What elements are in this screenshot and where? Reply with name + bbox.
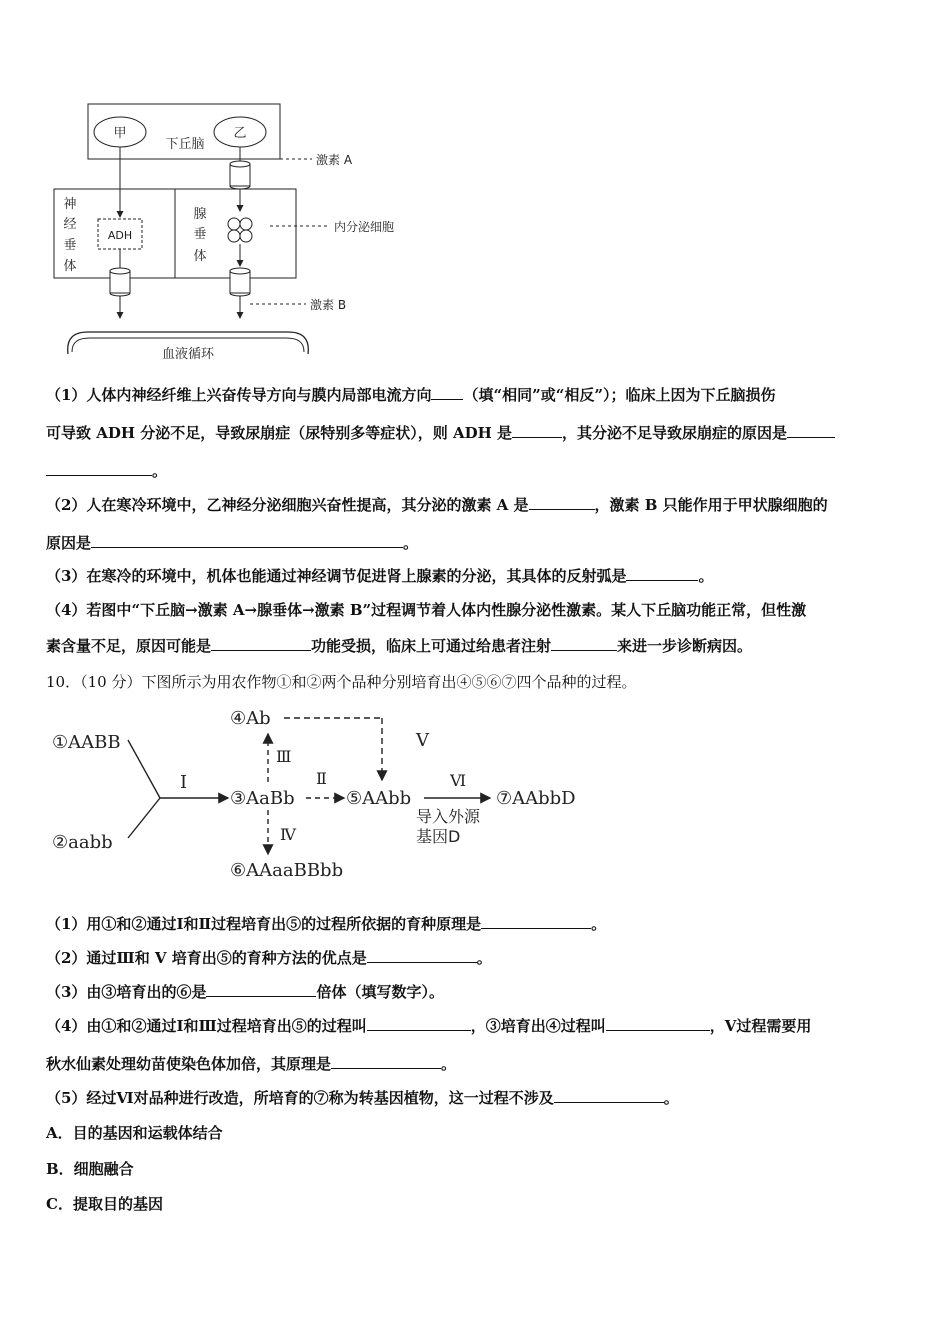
q10-p1a: （1）用①和②通过Ⅰ和Ⅱ过程培育出⑤的过程所依据的育种原理是 xyxy=(46,915,482,933)
adenohypophysis-char-1: 腺 xyxy=(193,207,207,222)
q9-p1c: 可导致 ADH 分泌不足，导致尿崩症（尿特别多等症状），则 ADH 是 xyxy=(46,424,513,442)
q10-p5b: 。 xyxy=(663,1089,679,1107)
q9-p1a: （1）人体内神经纤维上兴奋传导方向与膜内局部电流方向 xyxy=(46,386,432,404)
q9-p2b: ，激素 B 只能作用于甲状腺细胞的 xyxy=(594,496,828,514)
step-6-label: Ⅵ xyxy=(450,771,467,790)
step-2-label: Ⅱ xyxy=(316,769,327,788)
q10-part4-line2 xyxy=(46,1054,456,1074)
option-a[interactable] xyxy=(46,1123,223,1143)
gene-import-label: 导入外源 xyxy=(416,807,481,826)
q10-header xyxy=(46,672,636,692)
adh-label: ADH xyxy=(107,229,133,242)
q10-p3a: （3）由③培育出的⑥是 xyxy=(46,983,207,1001)
q9-p4b: 素含量不足，原因可能是 xyxy=(46,637,212,655)
hormone-b-label: 激素 B xyxy=(310,298,347,312)
q10-part5 xyxy=(46,1088,679,1108)
breeding-diagram xyxy=(40,700,600,890)
blank[interactable] xyxy=(529,495,595,510)
blank[interactable] xyxy=(331,1054,441,1069)
q9-p3b: 。 xyxy=(698,567,714,585)
q10-part2 xyxy=(46,948,492,968)
q9-p3a: （3）在寒冷的环境中，机体也能通过神经调节促进肾上腺素的分泌，其具体的反射弧是 xyxy=(46,567,627,585)
q9-part4-line1 xyxy=(46,600,806,620)
blank[interactable] xyxy=(551,636,617,651)
blank[interactable] xyxy=(626,566,698,581)
option-a-text: A．目的基因和运载体结合 xyxy=(46,1124,223,1142)
blood-label: 血液循环 xyxy=(161,347,215,362)
q9-p2d: 。 xyxy=(403,534,419,552)
q10-p5a: （5）经过Ⅵ对品种进行改造，所培育的⑦称为转基因植物，这一过程不涉及 xyxy=(46,1089,554,1107)
q10-p2a: （2）通过Ⅲ和 V 培育出⑤的育种方法的优点是 xyxy=(46,949,367,967)
strain-3-aabb: ③AaBb xyxy=(230,788,295,809)
q9-p1b: （填“相同”或“相反”）；临床上因为下丘脑损伤 xyxy=(463,386,776,404)
strain-1-aabb: ①AABB xyxy=(52,732,121,753)
endocrine-cell-label: 内分泌细胞 xyxy=(334,220,395,234)
q9-part4-line2 xyxy=(46,636,752,656)
q9-p2c: 原因是 xyxy=(46,534,92,552)
q9-part2-line2 xyxy=(46,533,418,553)
q9-part1-line1 xyxy=(46,385,775,405)
q10-p1b: 。 xyxy=(591,915,607,933)
q9-p4d: 来进一步诊断病因。 xyxy=(617,637,753,655)
blank[interactable] xyxy=(91,533,403,548)
blank[interactable] xyxy=(46,461,152,476)
step-1-label: Ⅰ xyxy=(180,772,188,793)
option-c-text: C．提取目的基因 xyxy=(46,1195,163,1213)
strain-2-aabb: ②aabb xyxy=(52,832,113,853)
q9-p1e: 。 xyxy=(152,462,168,480)
blank[interactable] xyxy=(512,423,562,438)
q9-part2-line1 xyxy=(46,495,828,515)
blank[interactable] xyxy=(367,1016,471,1031)
neurohypophysis-char-1: 神 xyxy=(63,197,77,212)
strain-7-aabbd: ⑦AAbbD xyxy=(496,788,576,809)
blank[interactable] xyxy=(431,385,463,400)
neurohypophysis-char-2: 经 xyxy=(63,217,77,232)
option-b-text: B．细胞融合 xyxy=(46,1160,134,1178)
blank[interactable] xyxy=(481,914,591,929)
option-b[interactable] xyxy=(46,1159,134,1179)
strain-5-aabb: ⑤AAbb xyxy=(346,788,412,809)
vesicle-hormone-a xyxy=(230,161,250,189)
vesicle-left xyxy=(110,268,130,296)
q9-p1d: ，其分泌不足导致尿崩症的原因是 xyxy=(562,424,788,442)
q10-p3b: 倍体（填写数字）。 xyxy=(316,983,444,1001)
q10-p4b: ，③培育出④过程叫 xyxy=(470,1017,606,1035)
q10-part4-line1 xyxy=(46,1016,811,1036)
q9-part1-line3 xyxy=(46,461,167,481)
hormone-a-label: 激素 A xyxy=(316,153,353,167)
blank[interactable] xyxy=(367,948,477,963)
step-5-label: Ⅴ xyxy=(416,730,429,751)
q9-p4a: （4）若图中“下丘脑→激素 A→腺垂体→激素 B”过程调节着人体内性腺分泌性激素。某人下丘脑功能正常，但性激 xyxy=(46,601,807,619)
blank[interactable] xyxy=(211,636,311,651)
q10-p4e: 。 xyxy=(441,1055,457,1073)
neurohypophysis-char-3: 垂 xyxy=(63,238,77,253)
q10-header-text: 10．（10 分）下图所示为用农作物①和②两个品种分别培育出④⑤⑥⑦四个品种的过程。 xyxy=(46,673,637,691)
endocrine-cells xyxy=(228,218,252,242)
q10-part1 xyxy=(46,914,606,934)
blank[interactable] xyxy=(554,1088,664,1103)
strain-6-aaaabbbb: ⑥AAaaBBbb xyxy=(230,860,344,881)
strain-4-ab: ④Ab xyxy=(230,708,271,729)
q10-p4d: 秋水仙素处理幼苗使染色体加倍，其原理是 xyxy=(46,1055,332,1073)
gene-d-label: 基因D xyxy=(416,827,461,846)
hypothalamus-label: 下丘脑 xyxy=(165,137,205,152)
cell-jia-label: 甲 xyxy=(113,126,127,141)
step-3-label: Ⅲ xyxy=(276,747,292,766)
q9-p2a: （2）人在寒冷环境中，乙神经分泌细胞兴奋性提高，其分泌的激素 A 是 xyxy=(46,496,529,514)
q10-p4c: ，Ⅴ过程需要用 xyxy=(709,1017,812,1035)
step-4-label: Ⅳ xyxy=(280,825,296,844)
blank[interactable] xyxy=(787,423,835,438)
option-c[interactable] xyxy=(46,1194,163,1214)
adenohypophysis-char-3: 体 xyxy=(193,249,207,264)
q9-part1-line2 xyxy=(46,423,835,443)
neurohypophysis-char-4: 体 xyxy=(63,259,77,274)
blank[interactable] xyxy=(606,1016,710,1031)
blank[interactable] xyxy=(206,982,316,997)
q9-p4c: 功能受损，临床上可通过给患者注射 xyxy=(311,637,552,655)
q10-part3 xyxy=(46,982,444,1002)
adenohypophysis-char-2: 垂 xyxy=(193,227,207,242)
vesicle-hormone-b xyxy=(230,268,250,296)
q10-p2b: 。 xyxy=(476,949,492,967)
q10-p4a: （4）由①和②通过Ⅰ和Ⅲ过程培育出⑤的过程叫 xyxy=(46,1017,367,1035)
cell-yi-label: 乙 xyxy=(233,126,247,141)
endocrine-diagram xyxy=(40,100,460,370)
q9-part3 xyxy=(46,566,713,586)
